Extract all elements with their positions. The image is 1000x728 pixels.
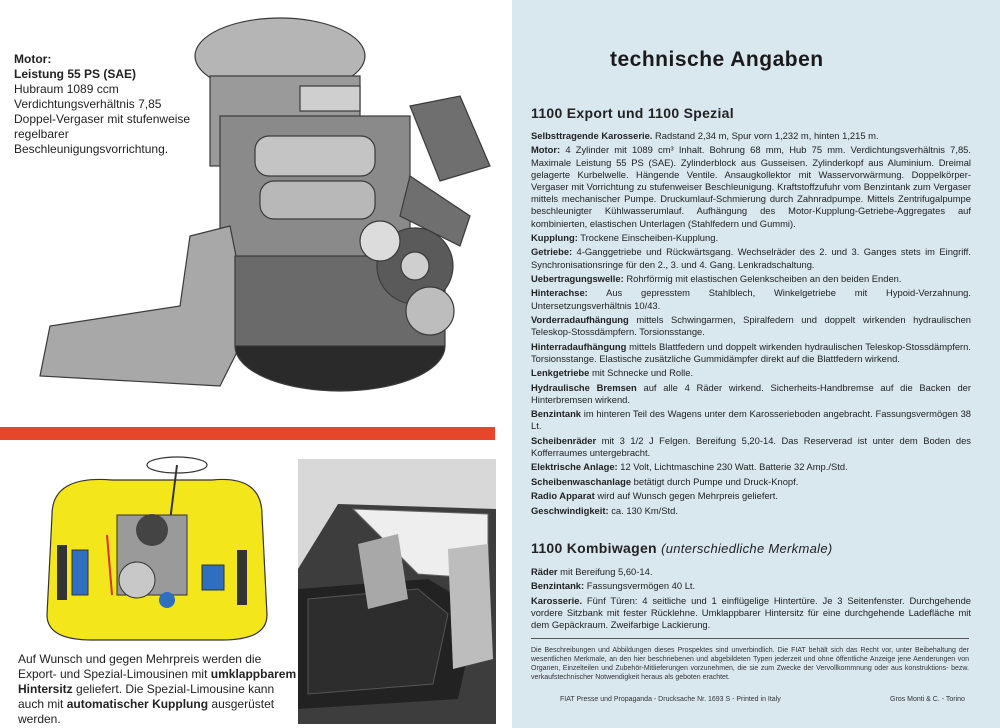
spec-text: betätigt durch Pumpe und Druck-Knopf. (631, 475, 799, 487)
spec-label: Radio Apparat (531, 490, 595, 502)
spec-label: Uebertragungswelle: (531, 272, 624, 284)
spec-item (531, 367, 971, 379)
spec-text: mit Bereifung 5,60-14. (557, 566, 653, 577)
section2-title: 1100 Kombiwagen (531, 540, 657, 556)
spec-label: Hinterradaufhängung (531, 340, 627, 352)
disclaimer-text: Die Beschreibungen und Abbildungen dieses Prospektes sind unverbindlich. Die FIAT behält sich das Recht vor, unter Beibehaltung der wesentlichen Merkmale, an den hier beschriebenen und abgebildeten Typen jederzeit und ohne öffentliche Anzeige jene Aenderungen von Organen, Einzelteilen und Zubehör-Mitlieferungen vorzunehmen, die sie zum Zwecke der Vervollkommnung oder aus konstruktions- bezw. verkaufstechnischer Notwendigkeit heraus als geboten erachtet. (531, 647, 969, 681)
spec-item (531, 435, 971, 459)
motor-power: Leistung 55 PS (SAE) (14, 67, 137, 81)
divider-rule (531, 638, 969, 639)
interior-photo (298, 459, 496, 724)
spec-item (531, 246, 971, 270)
spec-text: Rohrförmig mit elastischen Gelenkscheiben an den beiden Enden. (623, 272, 902, 284)
section2-subtitle: (unterschiedliche Merkmale) (661, 541, 833, 556)
optional-equipment-note (18, 652, 298, 727)
motor-displacement: Hubraum 1089 ccm (14, 82, 119, 96)
footer-printer: Gros Monti & C. - Torino (890, 696, 965, 703)
spec-text: 4 Zylinder mit 1089 cm³ Inhalt. Bohrung 68 mm, Hub 75 mm. Verdichtungsverhältnis 7,85. Maximale Leistung 55 PS (SAE). Zylinderblock aus Gusseisen. Zylinderkopf aus Aluminium. Dreimal gelagerte Kurbelwelle. Hängende Ventile. Ansaugkollektor mit Wasservorwärmung. Doppelkörper-Vergaser mit Vorrichtung zu stufenweiser Beschleunigung. Kraftstoffzufuhr vom Benzintank zum Vergaser mittels mechanischer Pumpe. Druckumlauf-Schmierung durch Zahnradpumpe. Mittels Zentrifugalpumpe beschleunigter Kühlwasserumlauf. Aufhängung des Motor-Kupplung-Getriebe-Aggregates auf kombinierten, elastischen Unterlagen (Stahlfedern und Gummi). (531, 144, 971, 229)
spec-text: wird auf Wunsch gegen Mehrpreis geliefert. (594, 490, 778, 502)
spec-label: Selbsttragende Karosserie. (531, 130, 653, 141)
spec-text: 12 Volt, Lichtmaschine 230 Watt. Batterie 32 Amp./Std. (617, 461, 848, 473)
spec-label: Benzintank: (531, 580, 585, 592)
spec-label: Hydraulische Bremsen (531, 381, 637, 393)
page-heading: technische Angaben (610, 48, 824, 71)
spec-text: Radstand 2,34 m, Spur vorn 1,232 m, hinten 1,215 m. (652, 130, 879, 141)
note-bold-clutch: automatischer Kupplung (66, 697, 209, 711)
spec-text: auf alle 4 Räder wirkend. Sicherheits-Handbremse auf die Backen der Hinterbremsen wirkend. (531, 381, 971, 405)
spec-item (531, 341, 971, 365)
spec-item (531, 476, 971, 488)
spec-item (531, 382, 971, 406)
motor-carburetor: Doppel-Vergaser mit stufenweise regelbarer (14, 112, 191, 141)
spec-item (531, 287, 971, 311)
spec-text: im hinteren Teil des Wagens unter dem Karosserieboden angebracht. Fassungsvermögen 38 Lt. (531, 408, 971, 432)
spec-text: Trockene Einscheiben-Kupplung. (577, 232, 719, 243)
spec-item (531, 232, 971, 244)
spec-text: ca. 130 Km/Std. (608, 504, 678, 516)
spec-text: mittels Blattfedern und doppelt wirkenden hydraulischen Teleskop-Stossdämpfern. Torsionsstange. Elastische zusätzliche Gummidämpfer direkt auf die Blattfedern wirkend. (531, 340, 971, 364)
footer-print-info: FIAT Presse und Propaganda - Drucksache Nr. 1693 S - Printed in Italy (560, 696, 781, 703)
spec-label: Benzintank (531, 408, 582, 420)
spec-label: Kupplung: (531, 232, 578, 243)
spec-text: Fassungsvermögen 40 Lt. (584, 580, 696, 592)
spec-text: mit Schnecke und Rolle. (589, 367, 694, 379)
note-part-3: ausgerüstet werden. (18, 697, 275, 726)
spec-label: Lenkgetriebe (531, 367, 590, 379)
note-part-1: Auf Wunsch und gegen Mehrpreis werden die Export- und Spezial-Limousinen mit (18, 652, 262, 681)
spec-item (531, 505, 971, 517)
spec-label: Scheibenräder (531, 434, 597, 446)
spec-item (531, 314, 971, 338)
spec-label: Räder (531, 566, 558, 577)
spec-text: 4-Ganggetriebe und Rückwärtsgang. Wechselräder des 2. und 3. Ganges stets im Eingriff. Synchronisationsringe für den 2., 3. und 4. Gang. Lenkradschaltung. (531, 246, 971, 270)
section1-title: 1100 Export und 1100 Spezial (531, 105, 734, 121)
spec-label: Getriebe: (531, 246, 573, 258)
spec-label: Scheibenwaschanlage (531, 475, 632, 487)
spec-item (531, 461, 971, 473)
note-part-2: geliefert. Die Spezial-Limousine kann auch mit (18, 682, 275, 711)
section2-spec-list (531, 566, 971, 634)
spec-item (531, 130, 971, 142)
spec-label: Hinterachse: (531, 287, 588, 299)
note-bold-rear-seat: umklappbarem Hintersitz (18, 667, 297, 696)
spec-text: Fünf Türen: 4 seitliche und 1 einflügelige Hintertüre. Je 3 Seitenfenster. Durchgehende vordere Sitzbank mit fester Rücklehne. Umklappbarer Hintersitz für eine durchgehende Ladefläche mit dem Gepäckraum. Zweifarbige Lackierung. (531, 594, 971, 631)
spec-text: mittels Schwingarmen, Spiralfedern und doppelt wirkenden hydraulischen Teleskop-Stossdämpfern. Torsionsstange. (531, 313, 971, 338)
orange-divider-band (0, 427, 495, 440)
section2-title-block (531, 540, 832, 556)
spec-label: Elektrische Anlage: (531, 461, 618, 473)
spec-text: mit 3 1/2 J Felgen. Bereifung 5,20-14. Das Reserverad ist unter dem Boden des Kofferraumes untergebracht. (531, 434, 971, 458)
spec-label: Motor: (531, 144, 561, 156)
spec-item (531, 566, 971, 578)
spec-label: Vorderradaufhängung (531, 313, 629, 325)
spec-item (531, 144, 971, 229)
spec-item (531, 273, 971, 285)
section1-spec-list (531, 130, 971, 519)
spec-item (531, 490, 971, 502)
motor-acceleration: Beschleunigungsvorrichtung. (14, 142, 169, 156)
motor-title: Motor: (14, 52, 52, 66)
motor-compression: Verdichtungsverhältnis 7,85 (14, 97, 162, 111)
spec-item (531, 580, 971, 592)
spec-label: Geschwindigkeit: (531, 504, 609, 516)
motor-specs-caption (14, 52, 224, 157)
chassis-cutaway-illustration (22, 455, 290, 645)
spec-item (531, 408, 971, 432)
spec-label: Karosserie. (531, 594, 583, 606)
spec-text: Aus gepresstem Stahlblech, Winkelgetriebe mit Hypoid-Verzahnung. Untersetzungsverhältnis 10/43. (531, 287, 971, 311)
spec-item (531, 595, 971, 632)
